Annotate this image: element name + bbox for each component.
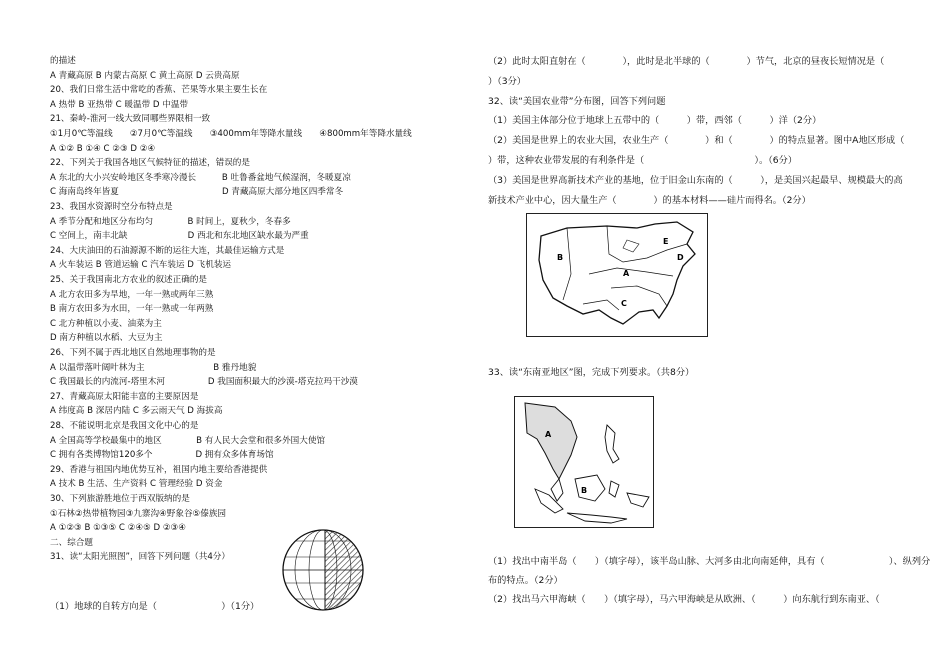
left-line-13: C 空间上，南丰北缺 D 西北和东北地区缺水最为严重 [50,231,309,242]
left-line-32: ①石林②热带植物园③九寨沟④野象谷⑤傣族园 [50,508,227,519]
left-line-9: A 东北的大小兴安岭地区冬季寒冷漫长 B 吐鲁番盆地气候湿润，冬暖夏凉 [50,172,351,183]
us-map-label-b: B [557,253,564,262]
right-line-7: （3）美国是世界高新技术产业的基地，位于旧金山东南的（ ），是美国兴起最早、规模最大的高 [488,174,903,186]
left-line-31: 30、下列旅游胜地位于西双版纳的是 [50,494,190,504]
us-map-label-a: A [623,269,630,278]
left-line-3: 20、我们日常生活中常吃的香蕉、芒果等水果主要生长在 [50,85,268,96]
left-line-5: 21、秦岭-淮河一线大致同哪些界限相一致 [50,114,211,125]
q33-line-3: （2）找出马六甲海峡（ ）（填字母），马六甲海峡是从欧洲、（ ）向东航行到东南亚、（ [488,594,880,605]
left-line-17: A 北方农田多为旱地，一年一熟或两年三熟 [50,289,214,300]
right-line-3: 32、读“美国农业带”分布图，回答下列问题 [488,95,666,107]
left-line-29: 29、香港与祖国内地优势互补，祖国内地主要给香港提供 [50,464,268,475]
southeast-asia-map [514,396,654,528]
left-line-22: A 以温带落叶阔叶林为主 B 雅丹地貌 [50,362,257,373]
question-31-1: （1）地球的自转方向是（ ）（1分） [50,601,260,612]
left-line-6: ①1月0℃等温线 ②7月0℃等温线 ③400mm年等降水量线 ④800mm年等降水量线 [50,129,412,139]
left-line-8: 22、下列关于我国各地区气候特征的描述，错误的是 [50,158,250,169]
left-line-30: A 技术 B 生活、生产资料 C 管理经验 D 资金 [50,479,223,490]
left-line-25: A 纬度高 B 深居内陆 C 多云雨天气 D 海拔高 [50,406,223,417]
left-line-11: 23、我国水资源时空分布特点是 [50,202,173,212]
left-line-27: A 全国高等学校最集中的地区 B 有人民大会堂和很多外国大使馆 [50,435,326,446]
us-map-label-c: C [621,299,627,308]
left-line-21: 26、下列不属于西北地区自然地理事物的是 [50,348,216,358]
left-line-2: A 青藏高原 B 内蒙古高原 C 黄土高原 D 云贵高原 [50,70,240,81]
sea-map-label-a: A [545,430,552,439]
left-line-24: 27、青藏高原太阳能丰富的主要原因是 [50,391,199,402]
left-line-10: C 海南岛终年皆夏 D 青藏高原大部分地区四季常冬 [50,187,344,198]
right-line-2: ）（3分） [488,75,526,87]
right-line-5: （2）美国是世界上的农业大国，农业生产（ ）和（ ）的特点显著。图中A地区形成（ [488,135,905,147]
right-line-1: （2）此时太阳直射在（ ），此时是北半球的（ ）节气，北京的昼夜长短情况是（ [488,56,885,67]
left-line-4: A 热带 B 亚热带 C 暖温带 D 中温带 [50,99,189,110]
us-map-label-e: E [663,237,669,246]
left-line-15: A 火车装运 B 管道运输 C 汽车装运 D 飞机装运 [50,260,232,271]
left-line-16: 25、关于我国南北方农业的叙述正确的是 [50,275,208,285]
left-line-1: 的描述 [50,56,76,66]
left-line-12: A 季节分配和地区分布均匀 B 时间上，夏秋少，冬春多 [50,216,291,227]
q33-line-1: （1）找出中南半岛（ ）（填字母），该半岛山脉、大河多由北向南延伸，具有（ ）、纵列分 [488,556,931,567]
sunlight-globe-figure [280,527,366,617]
right-line-6: ）带，这种农业带发展的有利条件是（ ）。（6分） [488,155,798,166]
left-line-28: C 拥有各类博物馆120多个 D 拥有众多体育场馆 [50,450,274,461]
sea-map-label-b: B [581,486,588,495]
left-line-19: C 北方种植以小麦、油菜为主 [50,318,162,329]
globe-icon [280,527,366,613]
right-line-8: 新技术产业中心，因大量生产（ ）的基本材料——硅片而得名。（2分） [488,194,811,206]
us-agriculture-map [526,213,708,337]
left-line-33: A ①②③ B ①③⑤ C ②④⑤ D ②③④ [50,523,186,534]
q33-line-2: 布的特点。（2分） [488,575,563,586]
left-line-35: 31、读“太阳光照图”，回答下列问题（共4分） [50,552,230,563]
question-33-title: 33、读“东南亚地区”图，完成下列要求。（共8分） [488,367,695,378]
left-line-34: 二、综合题 [50,537,93,548]
us-map-label-d: D [677,253,684,262]
left-line-26: 28、不能说明北京是我国文化中心的是 [50,421,199,431]
left-line-18: B 南方农田多为水田，一年一熟或一年两熟 [50,304,214,315]
left-line-23: C 我国最长的内流河-塔里木河 D 我国面积最大的沙漠-塔克拉玛干沙漠 [50,377,358,388]
left-line-7: A ①② B ①④ C ②③ D ②④ [50,143,156,154]
left-line-14: 24、大庆油田的石油源源不断的运往大连，其最佳运输方式是 [50,245,285,256]
right-line-4: （1）美国主体部分位于地球上五带中的（ ）带，西邻（ ）洋（2分） [488,115,822,127]
left-line-20: D 南方种植以水稻、大豆为主 [50,333,163,344]
